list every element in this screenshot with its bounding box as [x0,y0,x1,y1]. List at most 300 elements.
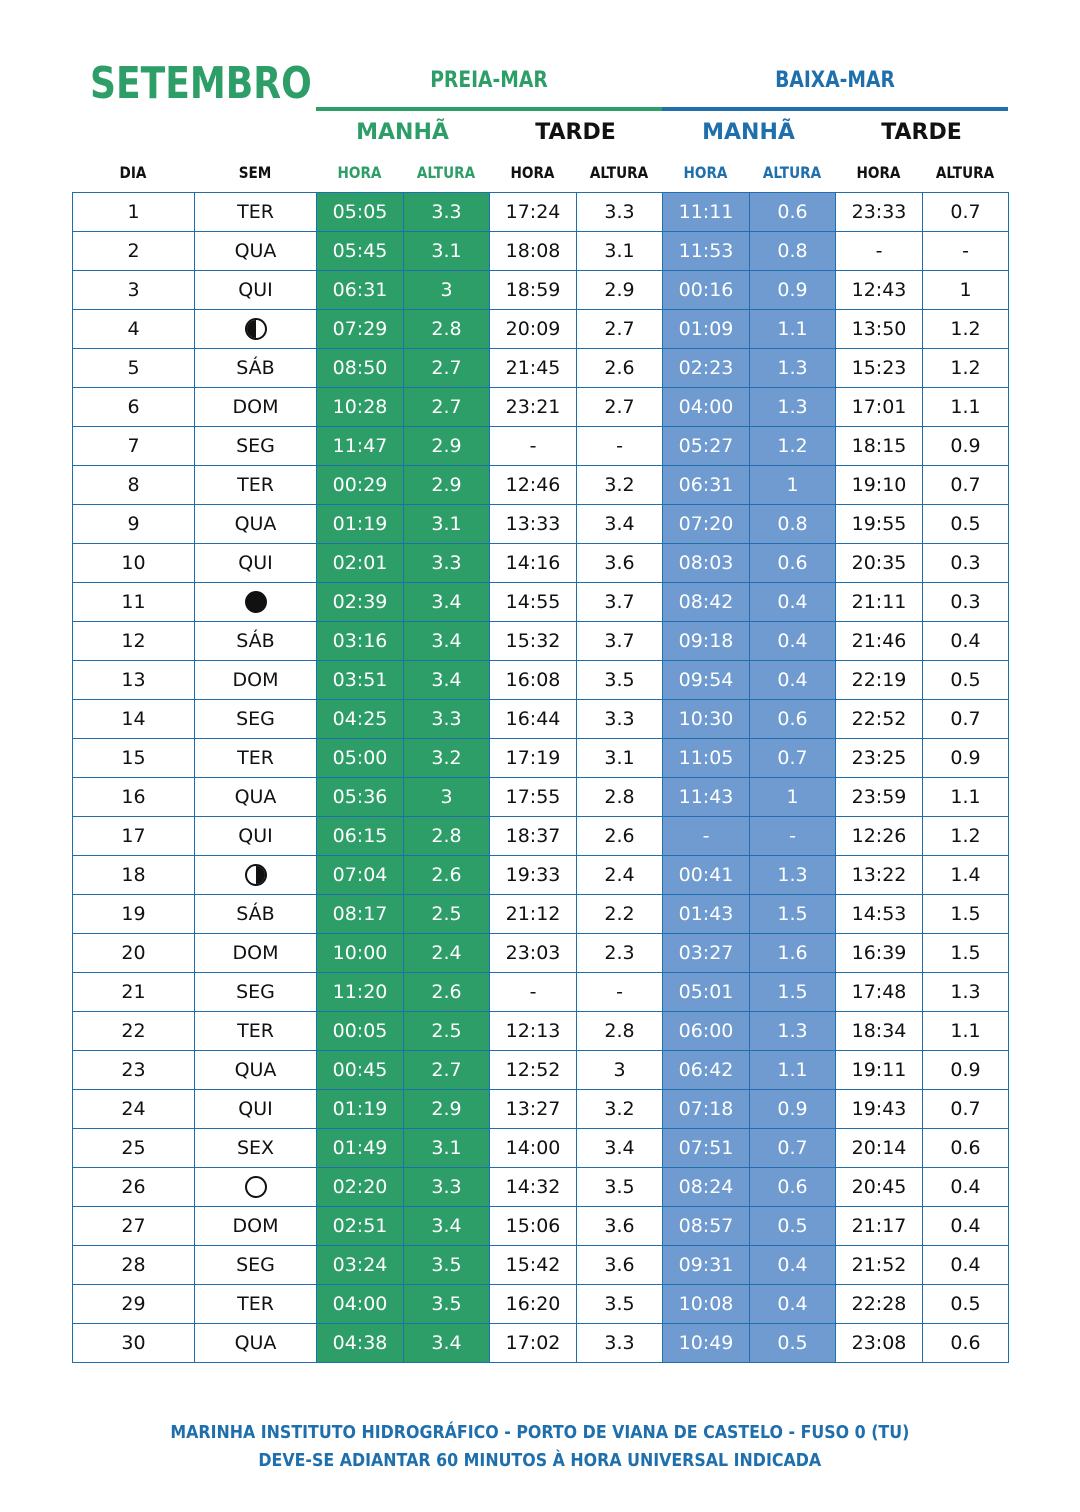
baixa-mar-manha-altura: 0.4 [750,1285,836,1324]
baixa-mar-tarde-altura: 0.7 [923,466,1009,505]
baixa-mar-manha-hora: 02:23 [663,349,750,388]
baixa-mar-tarde-altura: 1.2 [923,310,1009,349]
baixa-mar-manha-altura: 0.6 [750,700,836,739]
moon-phase-cell [195,856,317,895]
table-row [73,622,1009,661]
baixa-mar-tarde-altura: 1.1 [923,388,1009,427]
baixa-mar-tarde-hora: 19:10 [836,466,923,505]
preia-mar-manha-altura: 3.3 [404,1168,490,1207]
preia-mar-tarde-altura: 3 [577,1051,663,1090]
preia-mar-manha-altura: 2.8 [404,310,490,349]
preia-mar-tarde-hora: 12:46 [490,466,577,505]
table-row [73,973,1009,1012]
baixa-mar-manha-altura: 0.6 [750,544,836,583]
baixa-mar-tarde-altura: 1.1 [923,778,1009,817]
preia-mar-tarde-altura: 2.6 [577,349,663,388]
preia-mar-tarde-header: TARDE [535,120,616,145]
preia-mar-tarde-hora: 18:59 [490,271,577,310]
baixa-mar-manha-hora: 05:01 [663,973,750,1012]
weekday-cell: QUI [195,271,317,310]
preia-mar-header: PREIA-MAR [430,68,548,93]
baixa-mar-manha-altura: 0.7 [750,739,836,778]
baixa-mar-tarde-altura: 0.7 [923,700,1009,739]
preia-mar-manha-altura: 3.3 [404,193,490,232]
table-row [73,739,1009,778]
baixa-mar-tarde-hora: 20:14 [836,1129,923,1168]
table-row [73,271,1009,310]
first-quarter-moon-icon [245,318,267,340]
preia-mar-manha-hora: 04:38 [317,1324,404,1363]
baixa-mar-manha-hora: 05:27 [663,427,750,466]
weekday-cell: QUA [195,232,317,271]
baixa-mar-manha-hora: 01:09 [663,310,750,349]
baixa-mar-rule [662,107,1008,111]
preia-mar-manha-altura: 3 [404,271,490,310]
preia-mar-tarde-altura: 2.7 [577,310,663,349]
baixa-mar-manha-altura: 1.3 [750,856,836,895]
preia-mar-tarde-altura: 2.8 [577,1012,663,1051]
preia-mar-tarde-altura: 3.4 [577,1129,663,1168]
baixa-mar-manha-hora: 06:31 [663,466,750,505]
preia-mar-manha-altura: 3.2 [404,739,490,778]
table-row [73,778,1009,817]
preia-mar-manha-hora: 03:24 [317,1246,404,1285]
column-header-hora: HORA [856,163,901,182]
new-moon-icon [245,591,267,613]
preia-mar-rule [316,107,662,111]
day-cell: 19 [73,895,195,934]
preia-mar-tarde-hora: 15:32 [490,622,577,661]
day-cell: 7 [73,427,195,466]
baixa-mar-tarde-altura: 0.6 [923,1129,1009,1168]
preia-mar-tarde-altura: 3.1 [577,232,663,271]
baixa-mar-tarde-altura: 0.7 [923,1090,1009,1129]
weekday-cell: QUI [195,544,317,583]
preia-mar-manha-altura: 2.7 [404,1051,490,1090]
preia-mar-manha-altura: 2.6 [404,973,490,1012]
preia-mar-manha-hora: 04:00 [317,1285,404,1324]
day-cell: 23 [73,1051,195,1090]
weekday-cell: TER [195,193,317,232]
preia-mar-tarde-altura: - [577,973,663,1012]
preia-mar-manha-hora: 06:15 [317,817,404,856]
preia-mar-manha-hora: 00:05 [317,1012,404,1051]
day-cell: 1 [73,193,195,232]
baixa-mar-tarde-hora: 21:11 [836,583,923,622]
preia-mar-tarde-hora: 18:37 [490,817,577,856]
baixa-mar-tarde-hora: 19:55 [836,505,923,544]
baixa-mar-manha-altura: 0.5 [750,1324,836,1363]
table-row [73,895,1009,934]
table-row [73,232,1009,271]
weekday-cell: QUA [195,505,317,544]
baixa-mar-manha-hora: 04:00 [663,388,750,427]
preia-mar-manha-hora: 02:51 [317,1207,404,1246]
footer-source [0,1422,1080,1443]
baixa-mar-tarde-altura: 0.5 [923,661,1009,700]
day-cell: 10 [73,544,195,583]
preia-mar-manha-hora: 03:16 [317,622,404,661]
baixa-mar-tarde-hora: 13:50 [836,310,923,349]
preia-mar-tarde-hora: 20:09 [490,310,577,349]
day-cell: 6 [73,388,195,427]
baixa-mar-tarde-altura: 0.4 [923,1168,1009,1207]
last-quarter-moon-icon [245,864,267,886]
preia-mar-tarde-hora: 12:52 [490,1051,577,1090]
preia-mar-tarde-hora: 18:08 [490,232,577,271]
column-header-sem: SEM [238,163,272,182]
preia-mar-tarde-hora: 17:55 [490,778,577,817]
baixa-mar-manha-hora: 09:31 [663,1246,750,1285]
day-cell: 15 [73,739,195,778]
baixa-mar-tarde-hora: 20:45 [836,1168,923,1207]
preia-mar-tarde-hora: 19:33 [490,856,577,895]
baixa-mar-manha-altura: 0.4 [750,661,836,700]
baixa-mar-tarde-hora: - [836,232,923,271]
baixa-mar-manha-hora: 03:27 [663,934,750,973]
baixa-mar-manha-hora: 11:05 [663,739,750,778]
preia-mar-manha-altura: 2.9 [404,1090,490,1129]
table-row [73,856,1009,895]
preia-mar-tarde-altura: 2.8 [577,778,663,817]
preia-mar-manha-altura: 2.7 [404,349,490,388]
column-header-hora: HORA [510,163,555,182]
preia-mar-manha-hora: 05:05 [317,193,404,232]
baixa-mar-tarde-altura: 1.5 [923,934,1009,973]
baixa-mar-manha-altura: 1.1 [750,310,836,349]
baixa-mar-manha-altura: 0.9 [750,271,836,310]
table-row [73,1051,1009,1090]
baixa-mar-manha-hora: 01:43 [663,895,750,934]
column-header-hora: HORA [337,163,382,182]
baixa-mar-tarde-altura: 0.9 [923,427,1009,466]
preia-mar-tarde-altura: 3.5 [577,1285,663,1324]
weekday-cell: SÁB [195,895,317,934]
preia-mar-manha-altura: 3 [404,778,490,817]
baixa-mar-tarde-hora: 21:46 [836,622,923,661]
baixa-mar-manha-altura: 0.8 [750,232,836,271]
full-moon-icon [245,1176,267,1198]
preia-mar-manha-hora: 01:49 [317,1129,404,1168]
page-title: SETEMBRO [90,58,312,109]
preia-mar-manha-altura: 3.5 [404,1246,490,1285]
day-cell: 18 [73,856,195,895]
preia-mar-manha-hora: 03:51 [317,661,404,700]
weekday-cell: DOM [195,1207,317,1246]
table-row [73,466,1009,505]
baixa-mar-manha-hora: 09:18 [663,622,750,661]
baixa-mar-tarde-header: TARDE [881,120,962,145]
preia-mar-tarde-altura: 3.6 [577,1207,663,1246]
baixa-mar-manha-hora: 10:49 [663,1324,750,1363]
preia-mar-manha-hora: 10:28 [317,388,404,427]
day-cell: 11 [73,583,195,622]
table-row [73,1324,1009,1363]
baixa-mar-manha-altura: 1.2 [750,427,836,466]
preia-mar-manha-header: MANHÃ [356,120,449,145]
preia-mar-tarde-hora: 13:33 [490,505,577,544]
column-header-dia: DIA [119,163,147,182]
baixa-mar-tarde-altura: 1.2 [923,817,1009,856]
day-cell: 26 [73,1168,195,1207]
preia-mar-tarde-altura: 2.2 [577,895,663,934]
baixa-mar-manha-hora: 11:11 [663,193,750,232]
baixa-mar-manha-altura: - [750,817,836,856]
preia-mar-tarde-altura: 3.7 [577,583,663,622]
preia-mar-tarde-hora: 23:03 [490,934,577,973]
preia-mar-tarde-altura: 3.3 [577,700,663,739]
preia-mar-tarde-hora: 14:55 [490,583,577,622]
moon-phase-cell [195,583,317,622]
day-cell: 14 [73,700,195,739]
weekday-cell: QUA [195,1324,317,1363]
day-cell: 24 [73,1090,195,1129]
preia-mar-manha-hora: 07:04 [317,856,404,895]
day-cell: 9 [73,505,195,544]
day-cell: 17 [73,817,195,856]
baixa-mar-tarde-hora: 17:48 [836,973,923,1012]
preia-mar-tarde-hora: 14:00 [490,1129,577,1168]
day-cell: 8 [73,466,195,505]
baixa-mar-manha-hora: 10:30 [663,700,750,739]
day-cell: 2 [73,232,195,271]
preia-mar-tarde-altura: 3.3 [577,1324,663,1363]
preia-mar-manha-altura: 2.5 [404,1012,490,1051]
preia-mar-tarde-hora: 15:42 [490,1246,577,1285]
weekday-cell: TER [195,466,317,505]
day-cell: 27 [73,1207,195,1246]
preia-mar-manha-altura: 3.4 [404,1324,490,1363]
footer-note [0,1450,1080,1471]
baixa-mar-manha-hora: 10:08 [663,1285,750,1324]
baixa-mar-tarde-altura: 1.1 [923,1012,1009,1051]
baixa-mar-manha-hora: 08:03 [663,544,750,583]
baixa-mar-tarde-hora: 23:25 [836,739,923,778]
day-cell: 3 [73,271,195,310]
table-row [73,817,1009,856]
table-row [73,934,1009,973]
baixa-mar-tarde-altura: 0.7 [923,193,1009,232]
preia-mar-tarde-hora: 23:21 [490,388,577,427]
tide-table [72,192,1009,1363]
preia-mar-manha-hora: 05:36 [317,778,404,817]
baixa-mar-tarde-hora: 14:53 [836,895,923,934]
footer-line-2: DEVE-SE ADIANTAR 60 MINUTOS À HORA UNIVERSAL INDICADA [258,1450,822,1471]
baixa-mar-tarde-hora: 16:39 [836,934,923,973]
preia-mar-tarde-altura: 3.6 [577,544,663,583]
table-row [73,193,1009,232]
baixa-mar-tarde-altura: 0.3 [923,544,1009,583]
baixa-mar-tarde-altura: 1 [923,271,1009,310]
table-row [73,661,1009,700]
weekday-cell: QUA [195,778,317,817]
day-cell: 30 [73,1324,195,1363]
column-header-hora: HORA [683,163,728,182]
table-row [73,1129,1009,1168]
table-row [73,349,1009,388]
preia-mar-manha-hora: 07:29 [317,310,404,349]
preia-mar-manha-altura: 3.3 [404,700,490,739]
day-cell: 28 [73,1246,195,1285]
baixa-mar-manha-altura: 1.5 [750,973,836,1012]
preia-mar-tarde-hora: 15:06 [490,1207,577,1246]
preia-mar-manha-altura: 3.1 [404,1129,490,1168]
preia-mar-manha-hora: 00:45 [317,1051,404,1090]
preia-mar-tarde-hora: 16:20 [490,1285,577,1324]
day-cell: 5 [73,349,195,388]
preia-mar-tarde-hora: 17:02 [490,1324,577,1363]
baixa-mar-manha-altura: 1.5 [750,895,836,934]
weekday-cell: TER [195,739,317,778]
baixa-mar-tarde-hora: 21:52 [836,1246,923,1285]
baixa-mar-manha-altura: 0.6 [750,1168,836,1207]
day-cell: 20 [73,934,195,973]
preia-mar-manha-altura: 3.5 [404,1285,490,1324]
table-row [73,427,1009,466]
preia-mar-tarde-hora: 16:08 [490,661,577,700]
baixa-mar-manha-hora: 08:24 [663,1168,750,1207]
preia-mar-manha-hora: 02:39 [317,583,404,622]
baixa-mar-tarde-hora: 19:11 [836,1051,923,1090]
preia-mar-manha-hora: 08:50 [317,349,404,388]
weekday-cell: SEG [195,973,317,1012]
preia-mar-tarde-altura: 3.3 [577,193,663,232]
preia-mar-manha-altura: 3.4 [404,583,490,622]
preia-mar-tarde-altura: - [577,427,663,466]
preia-mar-tarde-hora: - [490,973,577,1012]
baixa-mar-tarde-hora: 18:34 [836,1012,923,1051]
preia-mar-manha-hora: 00:29 [317,466,404,505]
table-row [73,583,1009,622]
baixa-mar-manha-hora: 07:51 [663,1129,750,1168]
weekday-cell: SEG [195,427,317,466]
table-row [73,1090,1009,1129]
preia-mar-tarde-altura: 3.5 [577,1168,663,1207]
preia-mar-tarde-hora: 17:19 [490,739,577,778]
baixa-mar-tarde-altura: 0.6 [923,1324,1009,1363]
preia-mar-tarde-altura: 3.5 [577,661,663,700]
baixa-mar-tarde-altura: 0.3 [923,583,1009,622]
preia-mar-manha-hora: 02:20 [317,1168,404,1207]
baixa-mar-manha-altura: 0.8 [750,505,836,544]
baixa-mar-tarde-altura: 1.2 [923,349,1009,388]
baixa-mar-manha-altura: 1.3 [750,388,836,427]
preia-mar-tarde-altura: 2.7 [577,388,663,427]
preia-mar-manha-hora: 08:17 [317,895,404,934]
baixa-mar-manha-hora: - [663,817,750,856]
table-row [73,544,1009,583]
preia-mar-manha-altura: 3.4 [404,661,490,700]
preia-mar-tarde-hora: 13:27 [490,1090,577,1129]
preia-mar-tarde-altura: 3.4 [577,505,663,544]
baixa-mar-tarde-hora: 22:28 [836,1285,923,1324]
preia-mar-manha-altura: 3.4 [404,1207,490,1246]
weekday-cell: SEG [195,1246,317,1285]
moon-phase-cell [195,1168,317,1207]
baixa-mar-manha-altura: 0.4 [750,1246,836,1285]
preia-mar-manha-hora: 11:20 [317,973,404,1012]
preia-mar-manha-altura: 2.8 [404,817,490,856]
baixa-mar-tarde-altura: 0.9 [923,739,1009,778]
baixa-mar-manha-hora: 08:42 [663,583,750,622]
column-header-altura: ALTURA [935,163,995,182]
baixa-mar-tarde-altura: 0.5 [923,1285,1009,1324]
table-row [73,1285,1009,1324]
baixa-mar-manha-hora: 11:43 [663,778,750,817]
baixa-mar-manha-altura: 1 [750,466,836,505]
table-row [73,1207,1009,1246]
preia-mar-tarde-altura: 3.2 [577,1090,663,1129]
weekday-cell: QUI [195,1090,317,1129]
weekday-cell: QUI [195,817,317,856]
footer-line-1: MARINHA INSTITUTO HIDROGRÁFICO - PORTO DE VIANA DE CASTELO - FUSO 0 (TU) [170,1422,910,1443]
preia-mar-manha-altura: 3.1 [404,232,490,271]
preia-mar-tarde-hora: 16:44 [490,700,577,739]
baixa-mar-manha-altura: 0.4 [750,622,836,661]
preia-mar-tarde-hora: 14:16 [490,544,577,583]
weekday-cell: SÁB [195,349,317,388]
preia-mar-manha-altura: 2.9 [404,466,490,505]
table-row [73,1168,1009,1207]
weekday-cell: DOM [195,934,317,973]
preia-mar-tarde-altura: 2.6 [577,817,663,856]
baixa-mar-manha-header: MANHÃ [702,120,795,145]
preia-mar-tarde-altura: 3.2 [577,466,663,505]
preia-mar-manha-altura: 3.3 [404,544,490,583]
preia-mar-manha-altura: 2.5 [404,895,490,934]
baixa-mar-tarde-hora: 20:35 [836,544,923,583]
preia-mar-manha-hora: 11:47 [317,427,404,466]
baixa-mar-tarde-hora: 19:43 [836,1090,923,1129]
baixa-mar-manha-hora: 09:54 [663,661,750,700]
baixa-mar-tarde-altura: 0.5 [923,505,1009,544]
preia-mar-manha-altura: 2.4 [404,934,490,973]
baixa-mar-tarde-altura: 0.4 [923,1207,1009,1246]
baixa-mar-manha-hora: 11:53 [663,232,750,271]
baixa-mar-tarde-altura: 0.9 [923,1051,1009,1090]
baixa-mar-manha-altura: 0.5 [750,1207,836,1246]
day-cell: 25 [73,1129,195,1168]
preia-mar-tarde-hora: 17:24 [490,193,577,232]
preia-mar-tarde-altura: 2.9 [577,271,663,310]
baixa-mar-manha-altura: 1.1 [750,1051,836,1090]
moon-phase-cell [195,310,317,349]
baixa-mar-manha-hora: 00:16 [663,271,750,310]
baixa-mar-manha-altura: 0.7 [750,1129,836,1168]
preia-mar-tarde-altura: 3.6 [577,1246,663,1285]
weekday-cell: QUA [195,1051,317,1090]
baixa-mar-tarde-altura: 1.3 [923,973,1009,1012]
baixa-mar-manha-hora: 07:20 [663,505,750,544]
preia-mar-tarde-altura: 3.7 [577,622,663,661]
preia-mar-manha-hora: 01:19 [317,1090,404,1129]
baixa-mar-tarde-hora: 13:22 [836,856,923,895]
day-cell: 22 [73,1012,195,1051]
preia-mar-tarde-hora: 12:13 [490,1012,577,1051]
preia-mar-manha-altura: 3.4 [404,622,490,661]
preia-mar-manha-hora: 04:25 [317,700,404,739]
baixa-mar-tarde-altura: 1.4 [923,856,1009,895]
weekday-cell: TER [195,1012,317,1051]
baixa-mar-manha-altura: 0.4 [750,583,836,622]
column-header-altura: ALTURA [762,163,822,182]
day-cell: 12 [73,622,195,661]
baixa-mar-manha-hora: 06:42 [663,1051,750,1090]
preia-mar-manha-hora: 10:00 [317,934,404,973]
baixa-mar-tarde-altura: - [923,232,1009,271]
baixa-mar-tarde-altura: 0.4 [923,1246,1009,1285]
preia-mar-manha-altura: 3.1 [404,505,490,544]
